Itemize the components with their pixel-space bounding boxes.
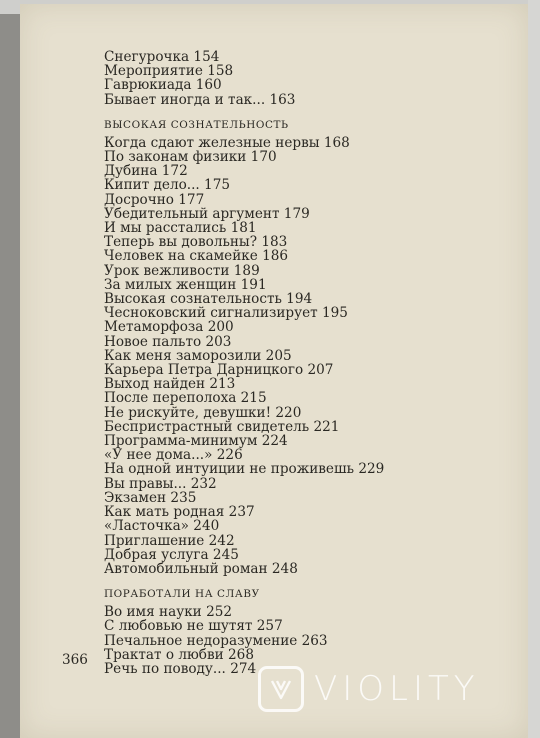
toc-entry: Метаморфоза 200 bbox=[104, 319, 234, 336]
toc-entry: Убедительный аргумент 179 bbox=[104, 205, 310, 222]
toc-entry: Беспристрастный свидетель 221 bbox=[104, 418, 340, 435]
toc-entry: Во имя науки 252 bbox=[104, 604, 233, 621]
toc-group-2 bbox=[104, 136, 444, 576]
toc-entry: Не рискуйте, девушки! 220 bbox=[104, 404, 302, 421]
toc-entry: Высокая сознательность 194 bbox=[104, 291, 313, 308]
toc-entry: «Ласточка» 240 bbox=[104, 518, 220, 535]
toc-entry: Карьера Петра Дарницкого 207 bbox=[104, 362, 334, 379]
toc-entry: Печальное недоразумение 263 bbox=[104, 632, 328, 649]
toc-entry: Вы правы... 232 bbox=[104, 475, 217, 492]
toc-entry: Урок вежливости 189 bbox=[104, 262, 260, 279]
toc-entry: Новое пальто 203 bbox=[104, 333, 232, 350]
toc-entry: После переполоха 215 bbox=[104, 390, 267, 407]
toc-entry: Мероприятие 158 bbox=[104, 63, 234, 80]
violity-logo-icon bbox=[258, 666, 304, 712]
watermark bbox=[258, 666, 480, 712]
toc-entry: Дубина 172 bbox=[104, 163, 188, 180]
toc-entry: «У нее дома...» 226 bbox=[104, 447, 243, 464]
toc-group-1 bbox=[104, 50, 444, 107]
toc-entry: На одной интуиции не проживешь 229 bbox=[104, 461, 385, 478]
toc-entry: С любовью не шутят 257 bbox=[104, 618, 283, 635]
toc-entry: Бывает иногда и так... 163 bbox=[104, 91, 296, 108]
page-number: 366 bbox=[62, 652, 88, 668]
toc-entry: Как мать родная 237 bbox=[104, 504, 255, 521]
toc-entry: Выход найден 213 bbox=[104, 376, 236, 393]
toc-entry: За милых женщин 191 bbox=[104, 276, 267, 293]
table-of-contents bbox=[104, 50, 444, 676]
toc-entry: Человек на скамейке 186 bbox=[104, 248, 289, 265]
toc-entry: Чесноковский сигнализирует 195 bbox=[104, 305, 348, 322]
section-heading-high-consciousness: ВЫСОКАЯ СОЗНАТЕЛЬНОСТЬ bbox=[104, 118, 289, 131]
toc-entry: Снегурочка 154 bbox=[104, 49, 220, 65]
toc-entry: Гаврюкиада 160 bbox=[104, 77, 222, 94]
toc-entry: И мы расстались 181 bbox=[104, 220, 257, 237]
toc-entry: Добрая услуга 245 bbox=[104, 546, 239, 563]
section-heading-worked-for-glory: ПОРАБОТАЛИ НА СЛАВУ bbox=[104, 588, 260, 601]
toc-entry: Речь по поводу... 274 bbox=[104, 660, 257, 677]
toc-entry: Программа-минимум 224 bbox=[104, 433, 288, 450]
toc-entry: Приглашение 242 bbox=[104, 532, 235, 549]
toc-entry: Экзамен 235 bbox=[104, 489, 197, 506]
watermark-text: VIOLITY bbox=[314, 669, 480, 709]
toc-entry: По законам физики 170 bbox=[104, 149, 277, 166]
book-page bbox=[20, 4, 528, 738]
toc-entry: Досрочно 177 bbox=[104, 191, 205, 208]
toc-entry: Трактат о любви 268 bbox=[104, 646, 254, 663]
background-paper-edge bbox=[528, 0, 540, 738]
toc-entry: Теперь вы довольны? 183 bbox=[104, 234, 288, 251]
toc-entry: Автомобильный роман 248 bbox=[104, 560, 298, 577]
toc-entry: Как меня заморозили 205 bbox=[104, 347, 292, 364]
toc-entry: Когда сдают железные нервы 168 bbox=[104, 134, 350, 151]
toc-entry: Кипит дело... 175 bbox=[104, 177, 231, 194]
